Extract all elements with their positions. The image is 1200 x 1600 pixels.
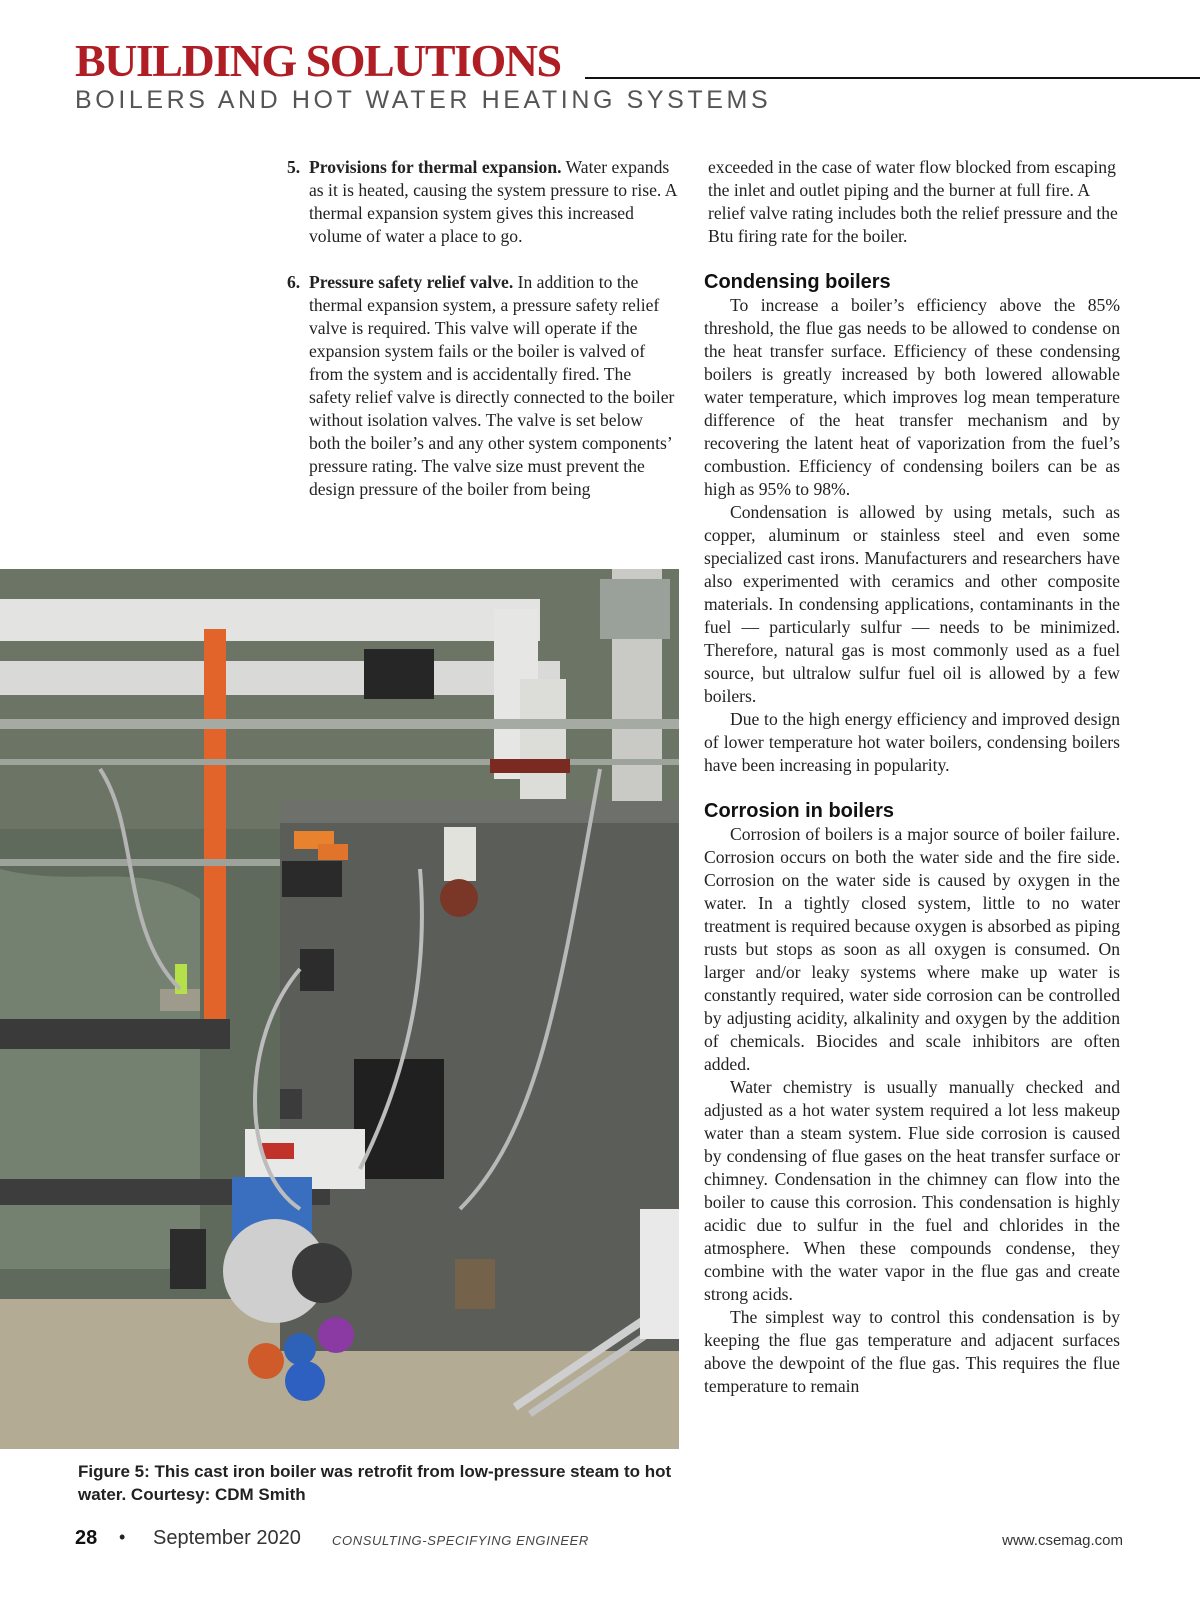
right-text-column: [704, 156, 1120, 1398]
condensing-boilers-heading: Condensing boilers: [704, 271, 891, 293]
list-item: [287, 271, 677, 501]
list-item-number: 6.: [287, 272, 301, 292]
left-text-column: [287, 156, 677, 501]
list-item-number: 5.: [287, 157, 301, 177]
body-paragraph: Due to the high energy efficiency and improved design of lower temperature hot water boilers, condensing boilers have been increasing in popularity.: [704, 709, 1120, 775]
website-link[interactable]: www.csemag.com: [1002, 1532, 1123, 1549]
list-item-text: In addition to the thermal expansion system, a pressure safety relief valve is required. This valve will operate if the expansion system fails or the boiler is valved of from the system and is accidentally fired. The safety relief valve is directly connected to the boiler without isolation valves. The valve is set below both the boiler’s and any other system components’ pressure rating. The valve size must prevent the design pressure of the boiler from being: [309, 272, 675, 499]
page-number: 28: [75, 1527, 98, 1549]
continued-paragraph: exceeded in the case of water flow blocked from escaping the inlet and outlet piping and the burner at full fire. A relief valve rating includes both the relief pressure and the Btu firing rate for the boiler.: [708, 157, 1118, 246]
list-item: [287, 156, 677, 248]
section-title: BUILDING SOLUTIONS: [75, 35, 561, 86]
publication-name: CONSULTING-SPECIFYING ENGINEER: [332, 1533, 589, 1548]
list-item-lead: Pressure safety relief valve.: [309, 272, 514, 292]
figure-caption: Figure 5: This cast iron boiler was retrofit from low-pressure steam to hot water. Courtesy: CDM Smith: [78, 1462, 672, 1504]
corrosion-heading: Corrosion in boilers: [704, 800, 895, 822]
body-paragraph: The simplest way to control this condensation is by keeping the flue gas temperature and adjacent surfaces above the dewpoint of the flue gas. This requires the flue temperature to remain: [704, 1307, 1120, 1396]
boiler-photo: [0, 569, 679, 1449]
list-item-text: Water expands as it is heated, causing the system pressure to rise. A thermal expansion system gives this increased volume of water a place to go.: [309, 157, 677, 246]
list-item-lead: Provisions for thermal expansion.: [309, 157, 562, 177]
footer-bullet: •: [119, 1527, 126, 1547]
page-footer: [75, 1527, 1123, 1557]
body-paragraph: To increase a boiler’s efficiency above the 85% threshold, the flue gas needs to be allowed to condense on the heat transfer surface. Efficiency of these condensing boilers is greatly increased by both lowered allowable water temperature, which improves log mean temperature difference of the heat transfer mechanism and by recovering the latent heat of vaporization from the fuel’s combustion. Efficiency of condensing boilers can be as high as 95% to 98%.: [704, 295, 1120, 499]
masthead: [75, 35, 1200, 118]
body-paragraph: Condensation is allowed by using metals, such as copper, aluminum or stainless steel and even some specialized cast irons. Manufacturers and researchers have also experimented with ceramics and other composite materials. In condensing applications, contaminants in the fuel — particularly sulfur — needs to be minimized. Therefore, natural gas is most commonly used as a fuel source, but ultralow sulfur fuel oil is allowed by a few boilers.: [704, 502, 1120, 706]
section-subtitle: BOILERS AND HOT WATER HEATING SYSTEMS: [75, 86, 772, 114]
body-paragraph: Corrosion of boilers is a major source of boiler failure. Corrosion occurs on both the water side and the fire side. Corrosion on the water side is caused by oxygen in the water. In a tightly closed system, little to no water treatment is required because oxygen is absorbed as piping rusts but stops as soon as all oxygen is consumed. On larger and/or leaky systems where make up water is constantly required, water side corrosion can be controlled by adjusting acidity, alkalinity and oxygen by the addition of chemicals. Biocides and scale inhibitors are often added.: [704, 824, 1120, 1074]
title-rule: [585, 77, 1200, 79]
body-paragraph: Water chemistry is usually manually checked and adjusted as a hot water system required a lot less makeup water than a steam system. Flue side corrosion is caused by condensing of flue gases on the heat transfer surface or chimney. Condensation in the chimney can flow into the boiler to cause this corrosion. This condensation is highly acidic due to sulfur in the fuel and chlorides in the atmosphere. When these compounds condense, they combine with the water vapor in the flue gas and create strong acids.: [704, 1077, 1120, 1304]
issue-date: September 2020: [153, 1527, 301, 1549]
